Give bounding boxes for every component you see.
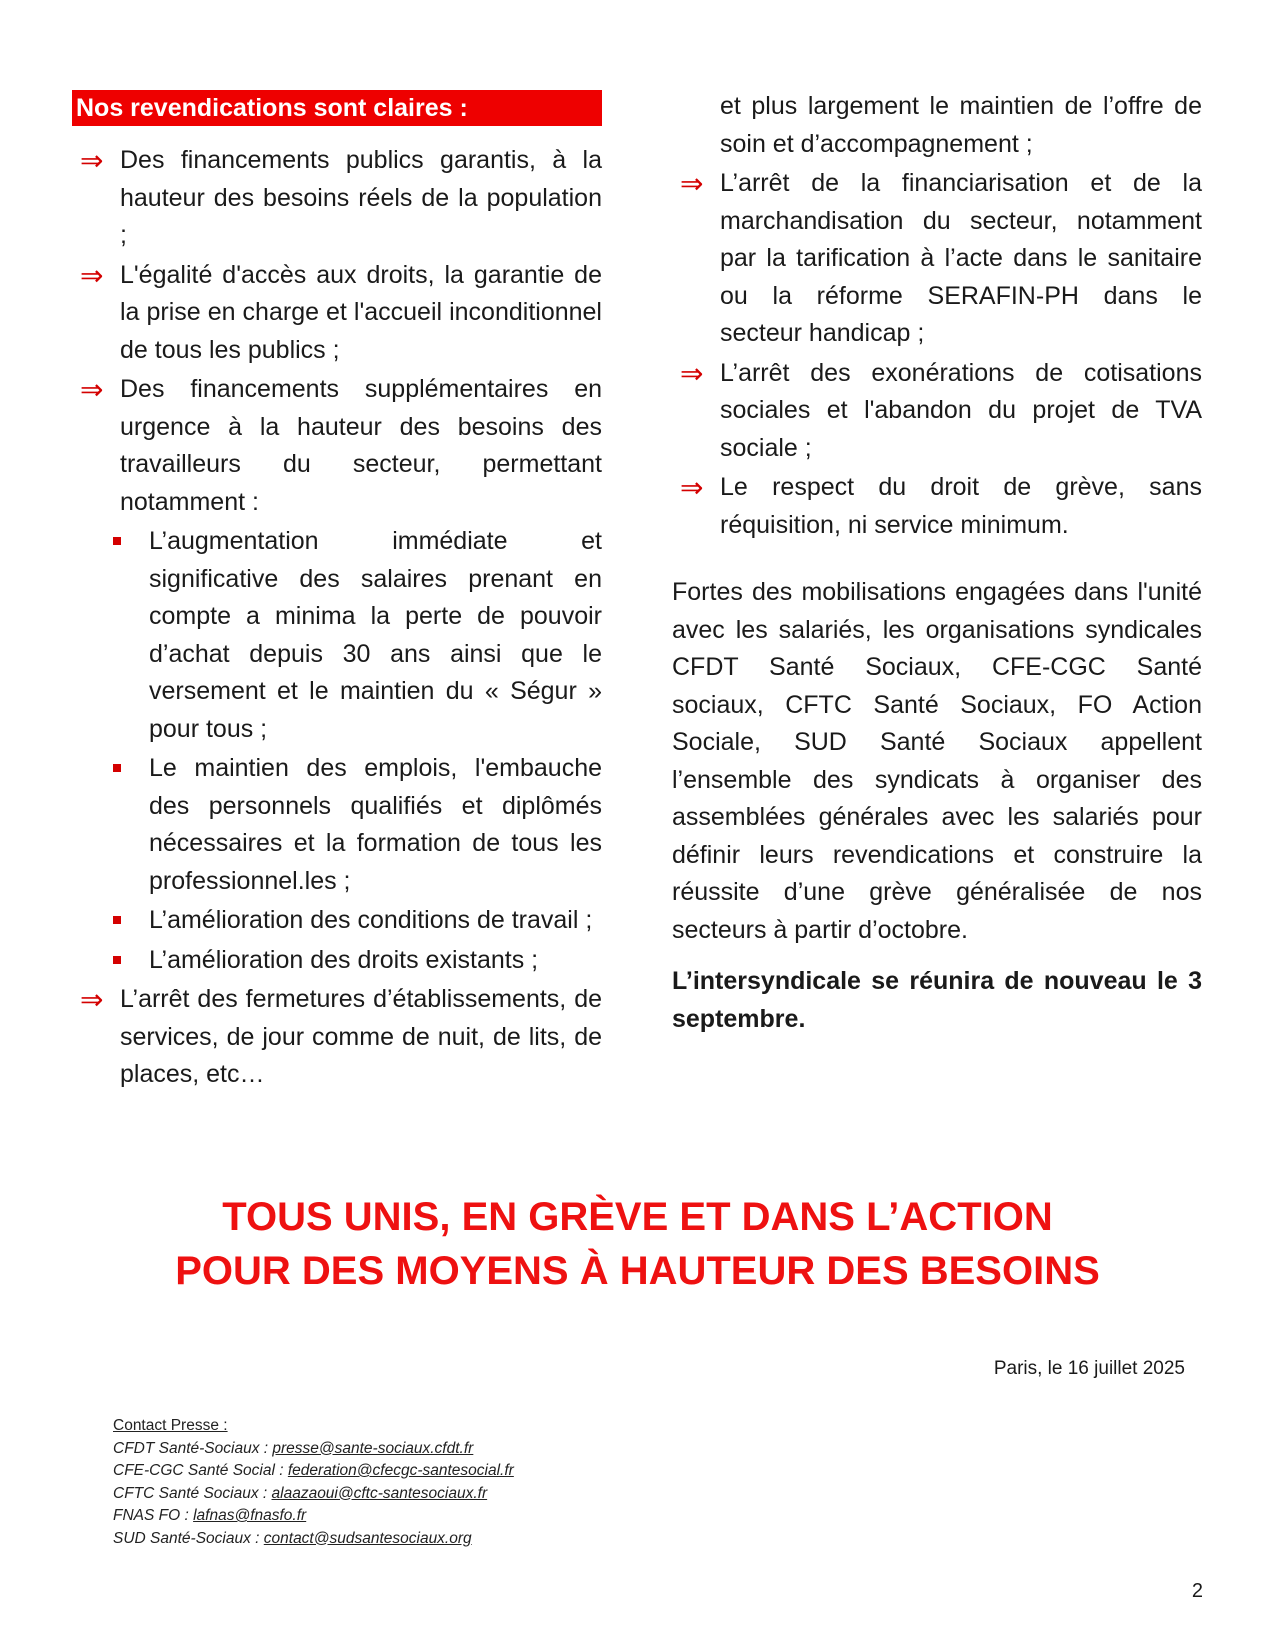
list-item: [672, 469, 1202, 544]
double-arrow-icon: ⇒: [80, 259, 104, 291]
list-item: [72, 371, 602, 521]
contact-org: CFE-CGC Santé Social :: [113, 1462, 288, 1479]
list-item-text: et plus largement le maintien de l’offre de soin et d’accompagnement ;: [720, 92, 1202, 158]
slogan-line-1: TOUS UNIS, EN GRÈVE ET DANS L’ACTION: [222, 1195, 1053, 1239]
date-line: Paris, le 16 juillet 2025: [993, 1358, 1185, 1379]
list-item-text: L’arrêt de la financiarisation et de la marchandisation du secteur, notamment par la tarification à l’acte dans le sanitaire ou la réforme SERAFIN-PH dans le secteur handicap ;: [720, 169, 1202, 347]
list-item: [672, 165, 1202, 353]
sub-list-item: [72, 902, 602, 940]
square-bullet-icon: [113, 916, 121, 924]
contact-org: CFTC Santé Sociaux :: [113, 1484, 272, 1502]
page-number: 2: [1191, 1580, 1203, 1602]
contact-email-link[interactable]: lafnas@fnasfo.fr: [193, 1507, 307, 1524]
list-item: [72, 142, 602, 255]
list-item-text: Le maintien des emplois, l'embauche des personnels qualifiés et diplômés nécessaires et la formation de tous les professionnel.les ;: [149, 754, 602, 895]
square-bullet-icon: [113, 956, 121, 964]
contact-entry: [113, 1460, 514, 1483]
double-arrow-icon: ⇒: [680, 168, 704, 199]
list-item-text: L’amélioration des conditions de travail ;: [149, 906, 593, 934]
square-bullet-icon: [113, 764, 121, 772]
double-arrow-icon: ⇒: [80, 145, 104, 176]
double-arrow-icon: ⇒: [680, 472, 704, 503]
slogan: [0, 1190, 1275, 1298]
list-item: [672, 355, 1202, 468]
list-item-text: Des financements supplémentaires en urgence à la hauteur des besoins des travailleurs du secteur, permettant notamment :: [120, 375, 602, 516]
contact-email-link[interactable]: contact@sudsantesociaux.org: [263, 1529, 472, 1547]
section-heading: Nos revendications sont claires :: [72, 90, 602, 126]
demands-list-right: [672, 88, 1202, 1038]
list-item-text: L’amélioration des droits existants ;: [149, 945, 539, 974]
sub-list-item: [72, 942, 602, 980]
contact-entry: [113, 1505, 514, 1528]
double-arrow-icon: ⇒: [680, 357, 704, 389]
square-bullet-icon: [113, 537, 121, 545]
list-item: [72, 981, 602, 1094]
list-item-text: L’arrêt des exonérations de cotisations sociales et l'abandon du projet de TVA sociale ;: [720, 358, 1202, 462]
press-contact: [113, 1415, 514, 1550]
sub-list-item: [72, 750, 602, 900]
contact-email-link[interactable]: presse@sante-sociaux.cfdt.fr: [272, 1439, 474, 1457]
press-contact-title: Contact Presse :: [113, 1417, 228, 1434]
contact-email-link[interactable]: federation@cfecgc-santesocial.fr: [287, 1462, 514, 1479]
demands-list-left: [72, 142, 602, 1096]
list-item-text: Le respect du droit de grève, sans réquisition, ni service minimum.: [720, 473, 1202, 539]
list-item-continuation: [672, 88, 1202, 163]
call-paragraph: Fortes des mobilisations engagées dans l'unité avec les salariés, les organisations syndicales CFDT Santé Sociaux, CFE-CGC Santé sociaux, CFTC Santé Sociaux, FO Action Sociale, SUD Santé Sociaux appellent l’ensemble des syndicats à organiser des assemblées générales avec les salariés pour définir leurs revendications et construire la réussite d’une grève généralisée de nos secteurs à partir d’octobre.: [672, 578, 1202, 944]
slogan-line-2: POUR DES MOYENS À HAUTEUR DES BESOINS: [175, 1249, 1100, 1293]
double-arrow-icon: ⇒: [80, 374, 104, 405]
contact-entry: [113, 1483, 514, 1506]
list-item-text: L'égalité d'accès aux droits, la garantie de la prise en charge et l'accueil inconditionnel de tous les publics ;: [120, 260, 602, 364]
list-item: [72, 257, 602, 370]
contact-org: CFDT Santé-Sociaux :: [113, 1439, 273, 1457]
contact-org: FNAS FO :: [113, 1507, 194, 1524]
list-item-text: Des financements publics garantis, à la hauteur des besoins réels de la population ;: [120, 146, 602, 249]
sub-list-item: [72, 523, 602, 748]
press-contact-list: [113, 1438, 514, 1551]
contact-entry: [113, 1528, 514, 1551]
contact-entry: [113, 1438, 514, 1461]
contact-org: SUD Santé-Sociaux :: [113, 1529, 264, 1547]
double-arrow-icon: ⇒: [80, 984, 104, 1015]
list-item-text: L’arrêt des fermetures d’établissements, de services, de jour comme de nuit, de lits, de places, etc…: [120, 985, 602, 1088]
contact-email-link[interactable]: alaazaoui@cftc-santesociaux.fr: [271, 1484, 488, 1502]
list-item-text: L’augmentation immédiate et significative des salaires prenant en compte a minima la perte de pouvoir d’achat depuis 30 ans ainsi que le versement et le maintien du « Ségur » pour tous ;: [149, 527, 602, 743]
meeting-announcement: L’intersyndicale se réunira de nouveau le 3 septembre.: [672, 967, 1202, 1033]
